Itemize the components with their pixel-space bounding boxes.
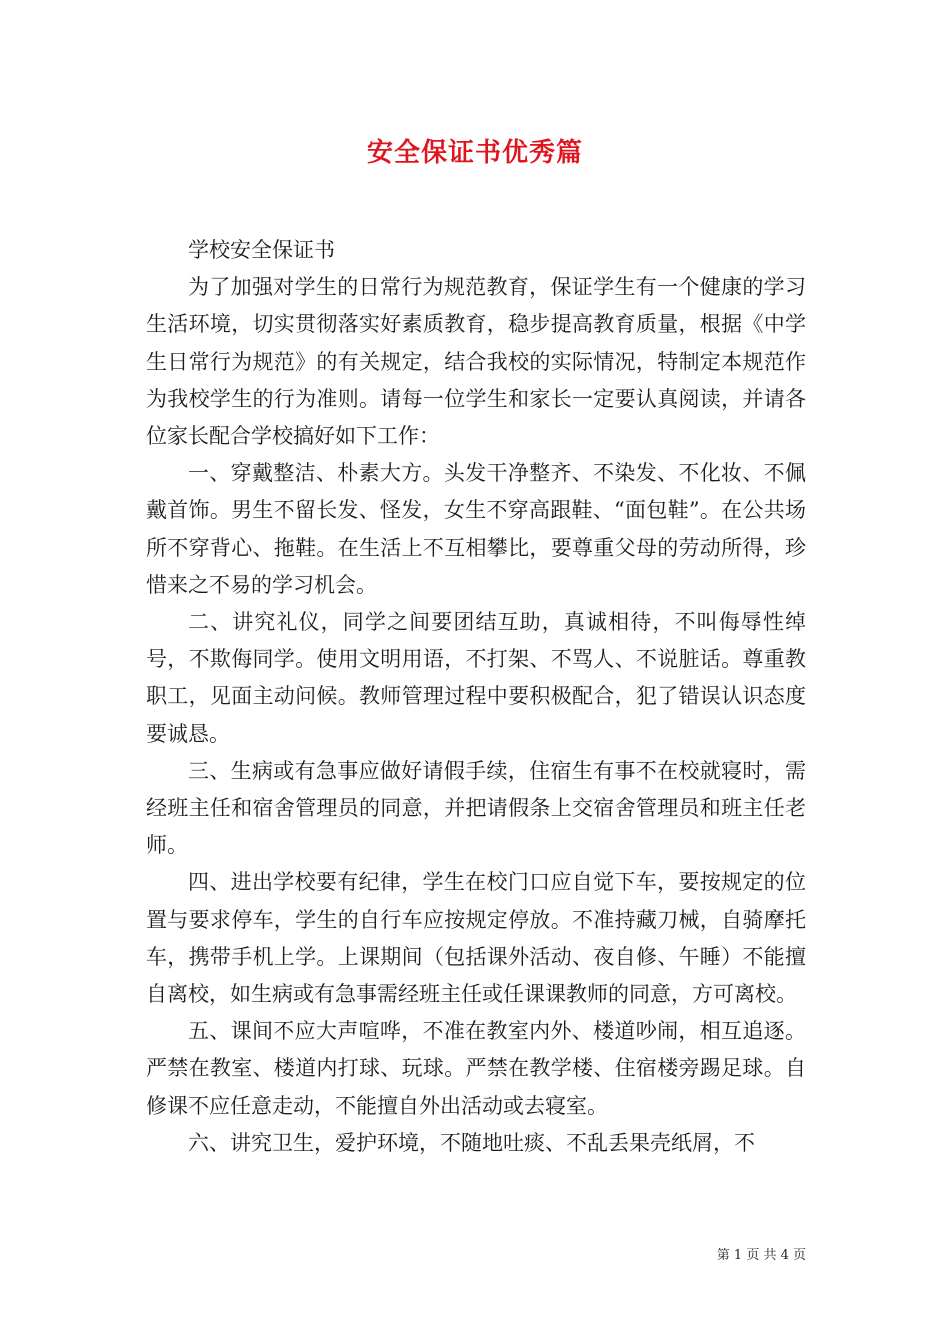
subtitle-paragraph: 学校安全保证书 [188,238,335,262]
intro-paragraph: 为了加强对学生的日常行为规范教育，保证学生有一个健康的学习生活环境，切实贯彻落实好素质教育，稳步提高教育质量，根据《中学生日常行为规范》的有关规定，结合我校的实际情况，特制定本规范作为我校学生的行为准则。请每一位学生和家长一定要认真阅读，并请各位家长配合学校搞好如下工作： [146,275,806,449]
rule-paragraph-3: 三、生病或有急事应做好请假手续，住宿生有事不在校就寝时，需经班主任和宿舍管理员的同意，并把请假条上交宿舍管理员和班主任老师。 [146,758,806,858]
rule-paragraph-5: 五、课间不应大声喧哗，不准在教室内外、楼道吵闹，相互追逐。严禁在教室、楼道内打球、玩球。严禁在教学楼、住宿楼旁踢足球。自修课不应任意走动，不能擅自外出活动或去寝室。 [146,1019,806,1118]
rule-paragraph-4: 四、进出学校要有纪律，学生在校门口应自觉下车，要按规定的位置与要求停车，学生的自行车应按规定停放。不准持藏刀械，自骑摩托车，携带手机上学。上课期间（包括课外活动、夜自修、午睡）不能擅自离校，如生病或有急事需经班主任或任课课教师的同意，方可离校。 [146,870,806,1007]
page-number: 第 1 页 共 4 页 [716,1248,806,1263]
document-body [146,232,806,1162]
document-title: 安全保证书优秀篇 [366,138,583,168]
rule-paragraph-1: 一、穿戴整洁、朴素大方。头发干净整齐、不染发、不化妆、不佩戴首饰。男生不留长发、怪发，女生不穿高跟鞋、“面包鞋”。在公共场所不穿背心、拖鞋。在生活上不互相攀比，要尊重父母的劳动所得，珍惜来之不易的学习机会。 [146,461,806,597]
rule-paragraph-2: 二、讲究礼仪，同学之间要团结互助，真诚相待，不叫侮辱性绰号，不欺侮同学。使用文明用语，不打架、不骂人、不说脏话。尊重教职工，见面主动问候。教师管理过程中要积极配合，犯了错误认识态度要诚恳。 [146,610,806,746]
rule-paragraph-6: 六、讲究卫生，爱护环境，不随地吐痰、不乱丢果壳纸屑，不 [188,1130,755,1155]
